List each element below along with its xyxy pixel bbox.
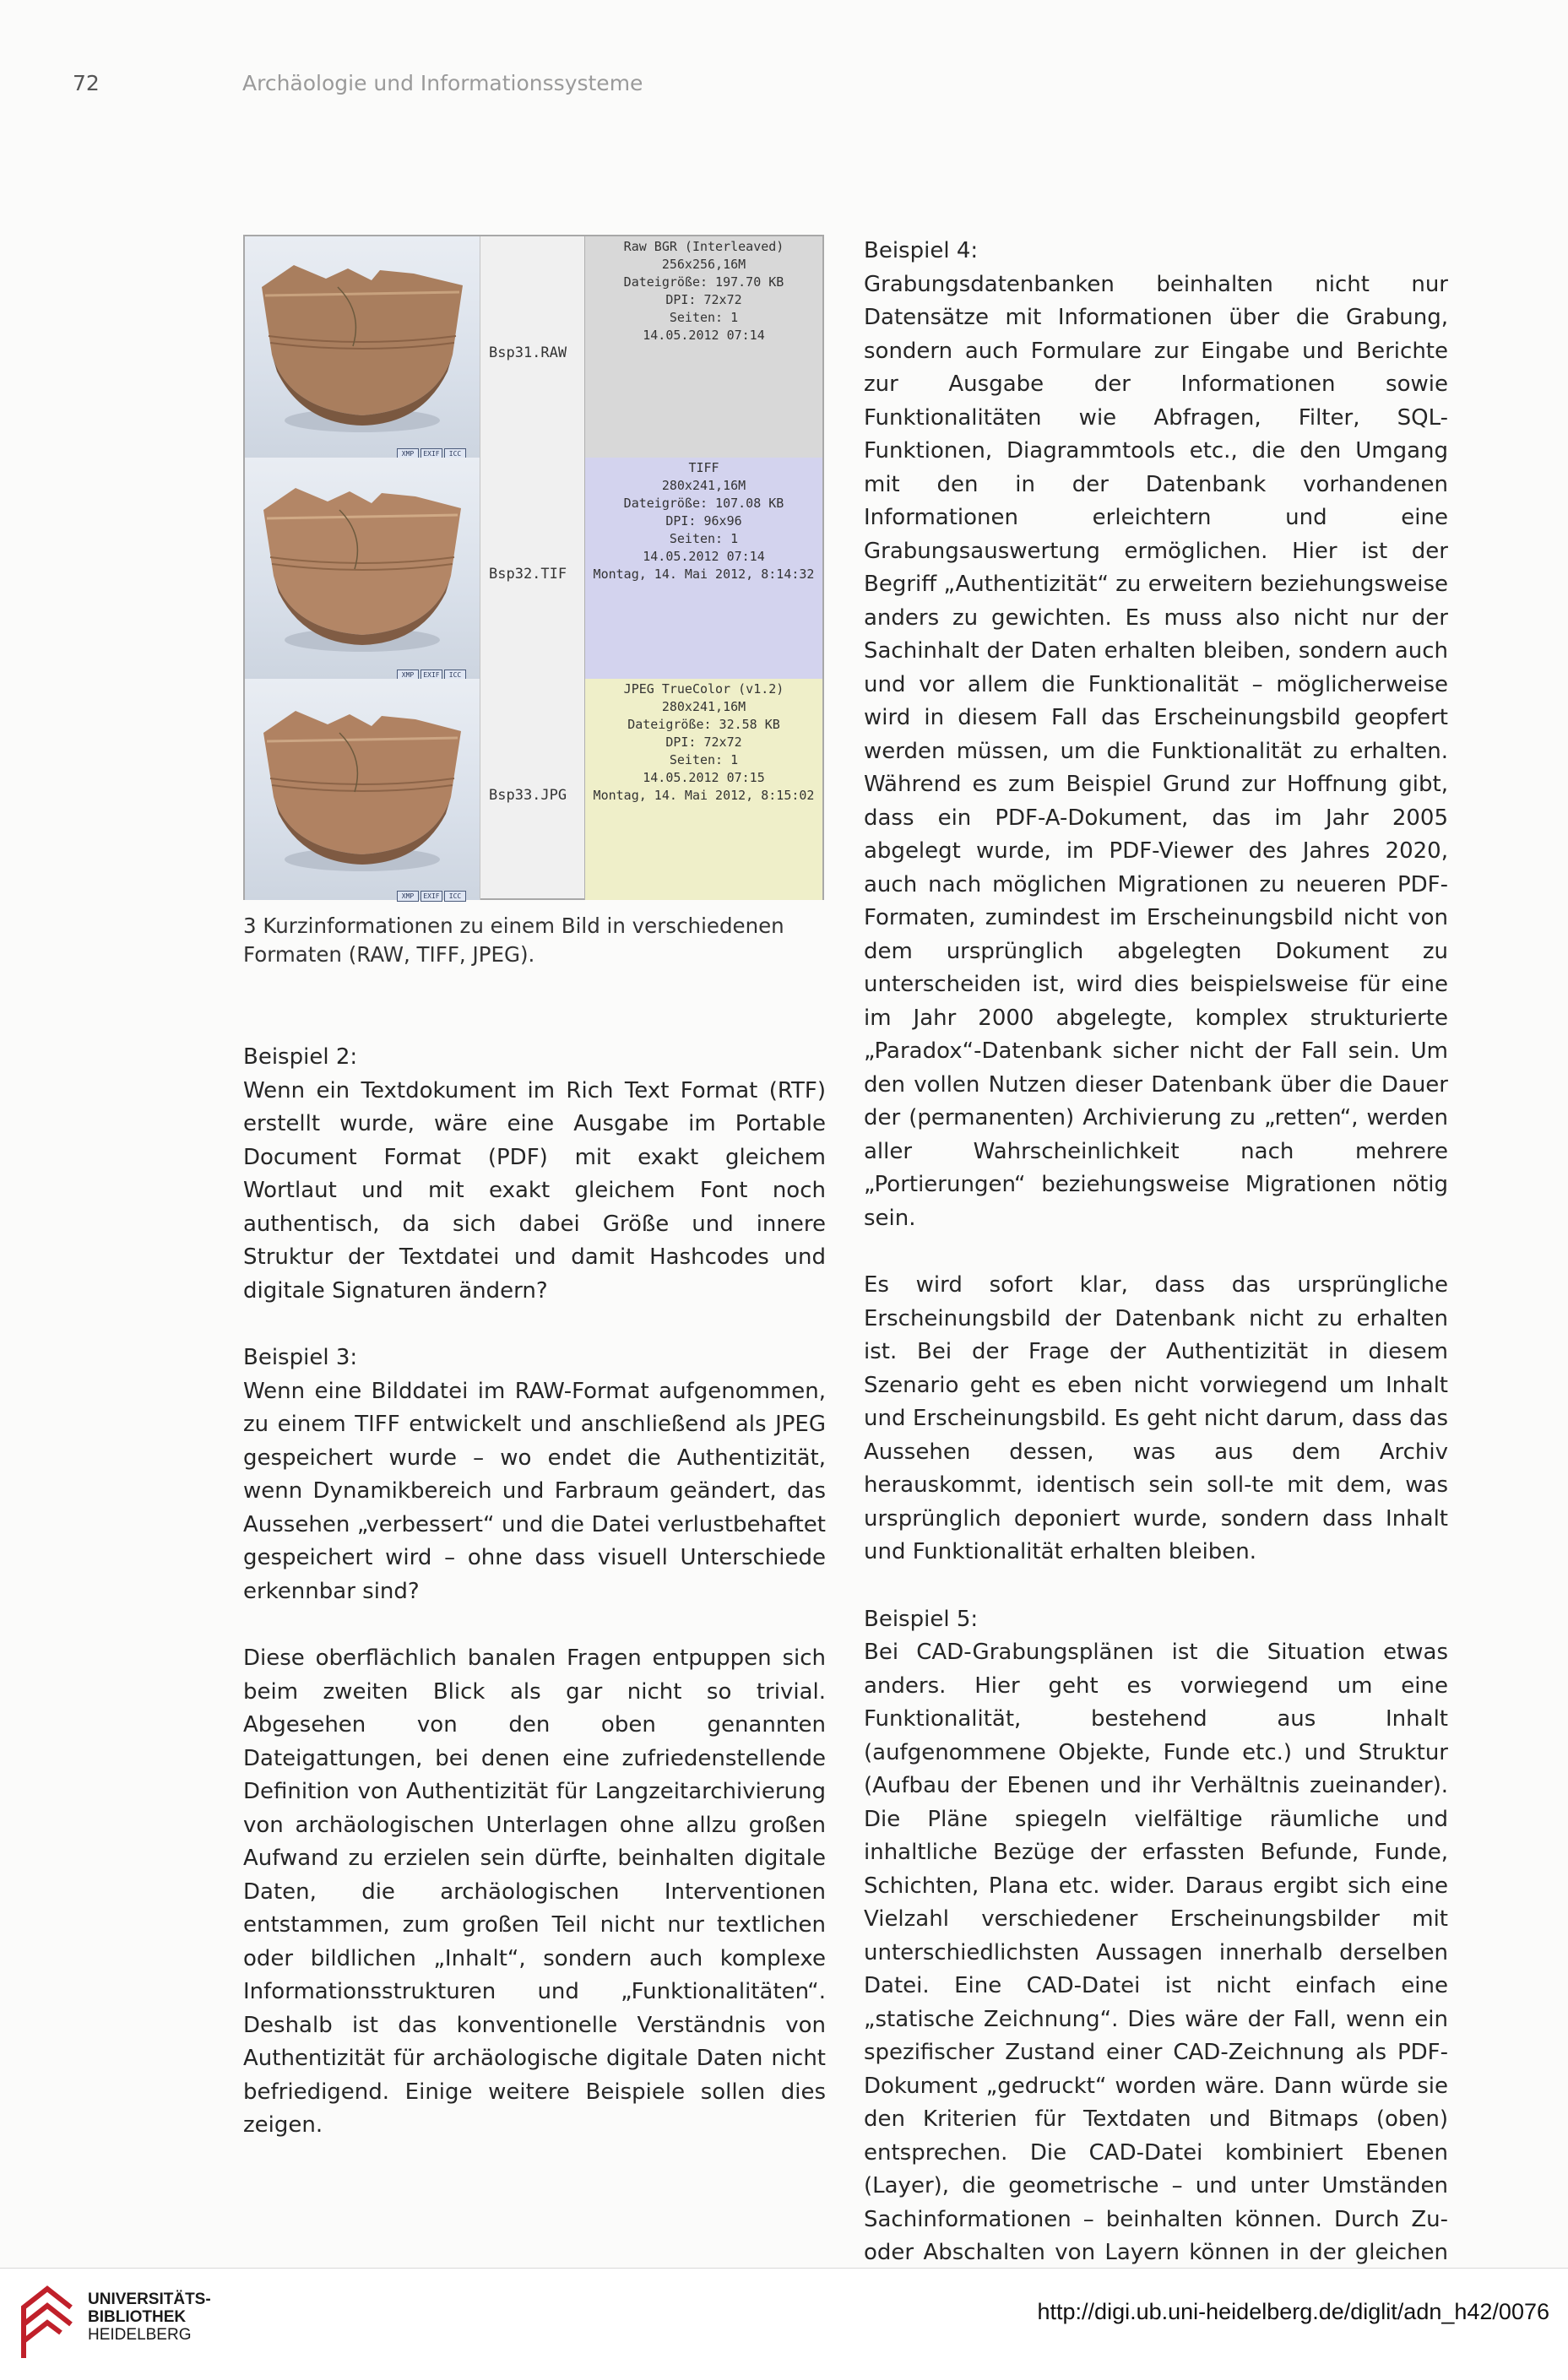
- paragraph-text: Bei CAD-Grabungsplänen ist die Situation etwas anders. Hier geht es vorwiegend um eine Funktionalität, bestehend aus Inhalt (aufgenommene Objekte, Funde etc.) und Struktur (Aufbau der Ebenen und ihr Verhältnis zueinander). Die Pläne spiegeln vielfältige räumliche und inhaltliche Bezüge der erfassten Befunde, Funde, Schichten, Plana etc. wider. Daraus ergibt sich eine Vielzahl verschiedener Erscheinungsbilder mit unterschiedlichsten Aussagen innerhalb derselben Datei. Eine CAD-Datei ist nicht einfach eine „statische Zeichnung“. Dies wäre der Fall, wenn ein spezifischer Zustand einer CAD-Zeichnung als PDF-Dokument „gedruckt“ worden wäre. Dann würde sie den Kriterien für Textdaten und Bitmaps (oben) entsprechen. Die CAD-Datei kombiniert Ebenen (Layer), die geometrische – und unter Umständen Sachinformationen – beinhalten können. Durch Zu- oder Abschalten von Layern können in der gleichen: [864, 1640, 1448, 2265]
- xmp-badge[interactable]: XMP: [397, 891, 419, 902]
- info-pages: Seiten: 1: [669, 531, 739, 546]
- filename-label: Bsp32.TIF: [489, 566, 567, 583]
- library-logo-text: [88, 2291, 211, 2344]
- pottery-thumbnail-image: [245, 458, 480, 679]
- paragraph-example-3: [243, 1342, 826, 1608]
- figure-row-tiff: [245, 458, 822, 679]
- left-column: [243, 1041, 826, 2143]
- paragraph-discussion: [243, 1642, 826, 2143]
- xmp-badge[interactable]: XMP: [397, 448, 419, 459]
- info-modified: Montag, 14. Mai 2012, 8:15:02: [593, 788, 815, 803]
- filename-cell: [480, 236, 584, 458]
- figure-row-raw: [245, 236, 822, 458]
- info-format: TIFF: [688, 460, 719, 475]
- exif-badge[interactable]: EXIF: [420, 448, 442, 459]
- library-footer: [0, 2268, 1568, 2380]
- pottery-thumbnail-image: [245, 679, 480, 900]
- info-pages: Seiten: 1: [669, 752, 739, 767]
- info-filesize: Dateigröße: 32.58 KB: [627, 717, 780, 732]
- figure-file-formats: [243, 235, 824, 900]
- paragraph-example-5: [864, 1603, 1448, 2304]
- info-filesize: Dateigröße: 197.70 KB: [623, 274, 784, 290]
- figure-row-jpeg: [245, 679, 822, 900]
- filename-cell: [480, 679, 584, 900]
- page-number: 72: [73, 71, 100, 95]
- paragraph-example-4: [864, 235, 1448, 1235]
- icc-badge[interactable]: ICC: [444, 448, 466, 459]
- paragraph-text: Diese oberflächlich banalen Fragen entpuppen sich beim zweiten Blick als gar nicht so trivial. Abgesehen von den oben genannten Dateigattungen, bei denen eine zufriedenstellende Definition von Authentizität für Langzeitarchivierung von archäologischen Unterlagen ohne allzu großen Aufwand zu erzielen sein dürfte, beinhalten digitale Daten, die archäologischen Interventionen entstammen, zum großen Teil nicht nur textlichen oder bildlichen „Inhalt“, sondern auch komplexe Informationsstrukturen und „Funktionalitäten“. Deshalb ist das konventionelle Verständnis von Authentizität für archäologische digitale Daten nicht befriedigend. Einige weitere Beispiele sollen dies zeigen.: [243, 1645, 826, 2138]
- permalink-url[interactable]: http://digi.ub.uni-heidelberg.de/diglit/adn_h42/0076: [1037, 2299, 1549, 2324]
- xmp-badge[interactable]: XMP: [397, 670, 419, 680]
- info-dimensions: 256x256,16M: [661, 257, 746, 272]
- info-date: 14.05.2012 07:14: [643, 549, 765, 564]
- exif-badge[interactable]: EXIF: [420, 670, 442, 680]
- icc-badge[interactable]: ICC: [444, 670, 466, 680]
- paragraph-database-appearance: [864, 1269, 1448, 1569]
- filename-label: Bsp31.RAW: [489, 344, 567, 361]
- paragraph-text: Wenn eine Bilddatei im RAW-Format aufgenommen, zu einem TIFF entwickelt und anschließend als JPEG gespeichert wurde – wo endet die Authentizität, wenn Dynamikbereich und Farbraum geändert, das Aussehen „verbessert“ und die Datei verlustbehaftet gespeichert wird – ohne dass visuell Unterschiede erkennbar sind?: [243, 1378, 826, 1604]
- filename-cell: [480, 458, 584, 679]
- logo-line: HEIDELBERG: [88, 2326, 192, 2344]
- info-format: JPEG TrueColor (v1.2): [623, 681, 784, 697]
- pottery-thumbnail-image: [245, 236, 480, 458]
- figure-caption: 3 Kurzinformationen zu einem Bild in verschiedenen Formaten (RAW, TIFF, JPEG).: [243, 914, 784, 967]
- paragraph-heading: Beispiel 2:: [243, 1044, 358, 1070]
- info-date: 14.05.2012 07:14: [643, 328, 765, 343]
- file-info-panel: [584, 458, 822, 679]
- paragraph-text: Grabungsdatenbanken beinhalten nicht nur Datensätze mit Informationen über die Grabung, sondern auch Formulare zur Eingabe und Berichte zur Ausgabe der Informationen sowie Funktionalitäten wie Abfragen, Filter, SQL-Funktionen, Diagrammtools etc., die den Umgang mit den in der Datenbank vorhandenen Informationen erleichtern und eine Grabungsauswertung ermöglichen. Hier ist der Begriff „Authentizität“ zu erweitern beziehungsweise anders zu gewichten. Es muss also nicht nur der Sachinhalt der Daten erhalten bleiben, sondern auch und vor allem die Funktionalität – möglicherweise wird in diesem Fall das Erscheinungsbild geopfert werden müssen, um die Funktionalität zu erhalten. Während es zum Beispiel Grund zur Hoffnung gibt, dass ein PDF-A-Dokument, das im Jahr 2005 abgelegt wurde, im PDF-Viewer des Jahres 2020, auch nach möglichen Migrationen zu neueren PDF-Formaten, zumindest im Erscheinungsbild nicht von dem ursprünglich abgelegten Dokument zu unterscheiden ist, wird dies beispielsweise für eine im Jahr 2000 abgelegte, komplex strukturierte „Paradox“-Datenbank sicher nicht der Fall sein. Um den vollen Nutzen dieser Datenbank über die Dauer der (permanenten) Archivierung zu „retten“, werden aller Wahrscheinlichkeit nach mehrere „Portierungen“ beziehungsweise Migrationen nötig sein.: [864, 271, 1448, 1231]
- info-dimensions: 280x241,16M: [661, 699, 746, 714]
- info-dimensions: 280x241,16M: [661, 478, 746, 493]
- info-dpi: DPI: 96x96: [665, 513, 742, 529]
- info-dpi: DPI: 72x72: [665, 735, 742, 750]
- info-pages: Seiten: 1: [669, 310, 739, 325]
- paragraph-text: Es wird sofort klar, dass das ursprüngliche Erscheinungsbild der Datenbank nicht zu erhalten ist. Bei der Frage der Authentizität in diesem Szenario geht es eben nicht vorwiegend um Inhalt und Erscheinungsbild. Es geht nicht darum, dass das Aussehen dessen, was aus dem Archiv herauskommt, identisch sein soll-te mit dem, was ursprünglich deponiert wurde, sondern dass Inhalt und Funktionalität erhalten bleiben.: [864, 1272, 1448, 1564]
- logo-line: UNIVERSITÄTS-: [88, 2291, 211, 2308]
- info-filesize: Dateigröße: 107.08 KB: [623, 496, 784, 511]
- logo-line: BIBLIOTHEK: [88, 2308, 187, 2326]
- info-format: Raw BGR (Interleaved): [623, 239, 784, 254]
- info-date: 14.05.2012 07:15: [643, 770, 765, 785]
- paragraph-heading: Beispiel 5:: [864, 1606, 979, 1632]
- info-modified: Montag, 14. Mai 2012, 8:14:32: [593, 567, 815, 582]
- filename-label: Bsp33.JPG: [489, 787, 567, 804]
- running-title: Archäologie und Informationssysteme: [242, 71, 643, 95]
- file-info-panel: [584, 236, 822, 458]
- paragraph-example-2: [243, 1041, 826, 1308]
- paragraph-heading: Beispiel 3:: [243, 1345, 358, 1370]
- icc-badge[interactable]: ICC: [444, 891, 466, 902]
- info-dpi: DPI: 72x72: [665, 292, 742, 307]
- paragraph-text: Wenn ein Textdokument im Rich Text Format (RTF) erstellt wurde, wäre eine Ausgabe im Portable Document Format (PDF) mit exakt gleichem Wortlaut und mit exakt gleichem Font noch authentisch, da sich dabei Größe und innere Struktur der Textdatei und damit Hashcodes und digitale Signaturen ändern?: [243, 1077, 826, 1304]
- metadata-badges: [397, 886, 468, 902]
- file-info-panel: [584, 679, 822, 900]
- right-column: [864, 235, 1448, 2303]
- paragraph-heading: Beispiel 4:: [864, 238, 979, 263]
- exif-badge[interactable]: EXIF: [420, 891, 442, 902]
- university-library-logo-icon: [19, 2282, 78, 2363]
